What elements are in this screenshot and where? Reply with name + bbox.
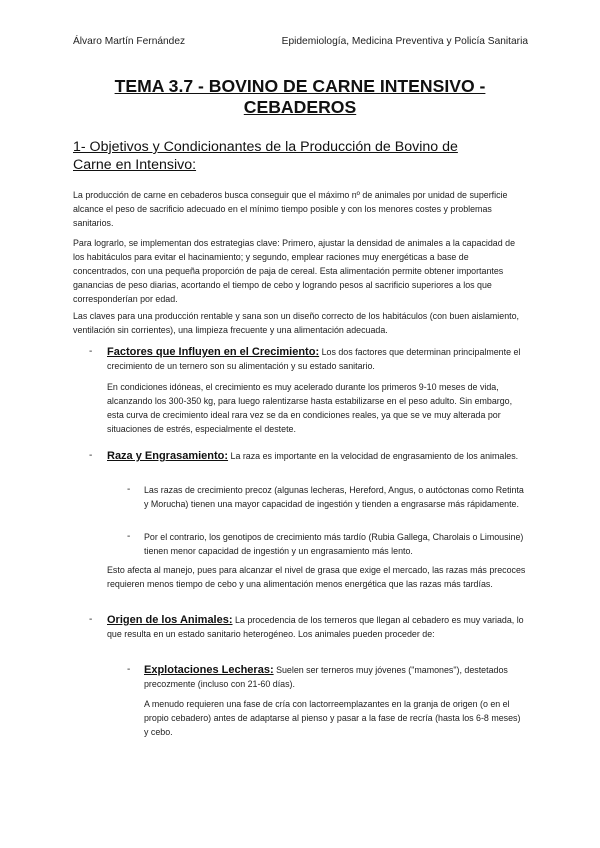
bullet-dash: - bbox=[89, 450, 93, 461]
bullet-factores bbox=[107, 345, 527, 373]
sub-bullet-dash: - bbox=[127, 664, 131, 675]
document-title bbox=[70, 76, 530, 118]
bullet-factores-text: Los dos factores que determinan principalmente el crecimiento de un ternero son su alimentación y su estado sanitario. bbox=[107, 347, 521, 371]
paragraph-claves: Las claves para una producción rentable y sana son un diseño correcto de los habitáculos (con buen aislamiento, ventilación sin corrientes), una limpieza frecuente y una alimentación adecuada. bbox=[73, 311, 519, 335]
bullet-dash: - bbox=[89, 614, 93, 625]
sub-bullet-lecheras-para2: A menudo requieren una fase de cría con lactorreemplazantes en la granja de origen (o en el propio cebadero) antes de adaptarse al pienso y pasar a la fase de recría (hasta los 6-8 meses) y cebo. bbox=[144, 699, 521, 737]
bullet-raza-heading: Raza y Engrasamiento: bbox=[107, 450, 229, 462]
section-1-heading-line-2: Carne en Intensivo: bbox=[73, 157, 197, 173]
sub-bullet-tardio: Por el contrario, los genotipos de crecimiento más tardío (Rubia Gallega, Charolais o Limousine) tienen menor capacidad de ingestión y un engrasamiento más lento. bbox=[144, 532, 524, 556]
paragraph-estrategias: Para lograrlo, se implementan dos estrategias clave: Primero, ajustar la densidad de animales a la capacidad de los habitáculos para evitar el hacinamiento; y segundo, emplear raciones muy energéticas a base de concentrados, con una pequeña proporción de paja de cereal. Esta alimentación permite obtener importantes ganancias de peso diarias, acortando el tiempo de cebo y logrando pesos al sacrificio superiores a los que corresponderían por edad. bbox=[73, 238, 516, 304]
bullet-dash: - bbox=[89, 346, 93, 357]
bullet-factores-heading: Factores que Influyen en el Crecimiento: bbox=[107, 346, 320, 358]
bullet-origen bbox=[107, 613, 527, 641]
title-line-2: CEBADEROS bbox=[243, 97, 357, 117]
bullet-factores-para2: En condiciones idóneas, el crecimiento es muy acelerado durante los primeros 9-10 meses de vida, alcanzando los 300-350 kg, para luego ralentizarse hasta estabilizarse en el peso adulto. Sin embargo, esta curva de crecimiento ideal rara vez se da en condiciones reales, ya que se ve muy alterada por situaciones de estrés, especialmente el destete. bbox=[107, 382, 513, 434]
sub-bullet-dash: - bbox=[127, 531, 131, 542]
section-1-heading-line-1: 1- Objetivos y Condicionantes de la Producción de Bovino de bbox=[73, 139, 458, 155]
section-1-heading bbox=[73, 138, 513, 174]
header-author: Álvaro Martín Fernández bbox=[73, 36, 186, 47]
bullet-origen-heading: Origen de los Animales: bbox=[107, 614, 233, 626]
paragraph-objetivo: La producción de carne en cebaderos busca conseguir que el máximo nº de animales por unidad de superficie alcance el peso de sacrificio adecuado en el mínimo tiempo posible y con los menores costes y problemas sanitarios. bbox=[73, 190, 508, 228]
header-subject: Epidemiología, Medicina Preventiva y Policía Sanitaria bbox=[281, 36, 528, 47]
sub-bullet-lecheras-text: Suelen ser terneros muy jóvenes ("mamones"), destetados precozmente (incluso con 21-60 días). bbox=[144, 665, 508, 689]
bullet-raza-text: La raza es importante en la velocidad de engrasamiento de los animales. bbox=[228, 451, 519, 461]
sub-bullet-precoz: Las razas de crecimiento precoz (algunas lecheras, Hereford, Angus, o autóctonas como Retinta y Morucha) tienen una mayor capacidad de ingestión y tienden a engrasarse más rápidamente. bbox=[144, 485, 524, 509]
sub-bullet-dash: - bbox=[127, 484, 131, 495]
sub-bullet-lecheras-heading: Explotaciones Lecheras: bbox=[144, 664, 274, 676]
title-line-1: TEMA 3.7 - BOVINO DE CARNE INTENSIVO - bbox=[114, 76, 486, 96]
bullet-origen-text: La procedencia de los terneros que llegan al cebadero es muy variada, lo que resulta en un estado sanitario heterogéneo. Los animales pueden proceder de: bbox=[107, 615, 524, 639]
bullet-raza bbox=[107, 449, 527, 463]
bullet-raza-para2: Esto afecta al manejo, pues para alcanzar el nivel de grasa que exige el mercado, las razas más precoces requieren menos tiempo de cebo y una alimentación menos energética que las razas más tardías. bbox=[107, 565, 526, 589]
sub-bullet-lecheras bbox=[144, 663, 524, 691]
